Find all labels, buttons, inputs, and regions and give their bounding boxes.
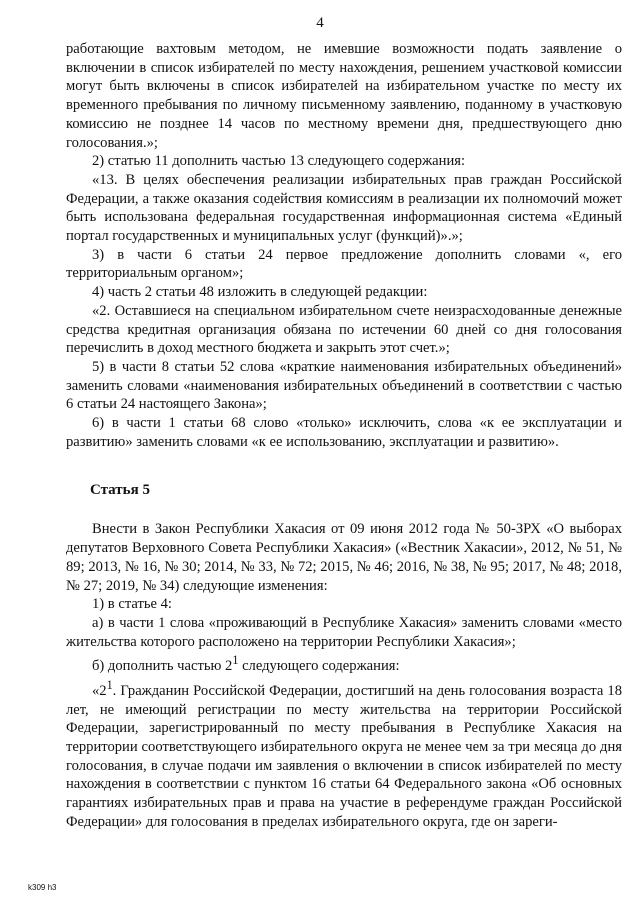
list-item-3: 3) в части 6 статьи 24 первое предложение дополнить словами «, его территориальным органом»; [66, 246, 622, 282]
quote-part-2: «2. Оставшиеся на специальном избирательном счете неизрасходованные денежные средства кредитная организация обязана по истечении 60 дней со дня голосования перечислить в доход местного бюджета и закрыть этот счет.»; [66, 302, 622, 357]
quote-prefix: «2 [92, 682, 107, 699]
list-item-6: 6) в части 1 статьи 68 слово «только» исключить, слова «к ее эксплуатации и развитию» заменить словами «к ее использованию, эксплуатации и развитию». [66, 415, 622, 450]
sub-item-a: а) в части 1 слова «проживающий в Республике Хакасия» заменить словами «место жительства которого расположено на территории Республики Хакасия»; [66, 614, 622, 650]
article-heading: Статья 5 [90, 482, 150, 499]
sub-item-b-suffix: следующего содержания: [238, 658, 400, 675]
list-item-1: 1) в статье 4: [92, 596, 172, 613]
paragraph-continuation: работающие вахтовым методом, не имевшие возможности подать заявление о включении в список избирателей по месту нахождения, решением участковой комиссии могут быть включены в список избирателей на избирательном участке по месту их временного пребывания по личному письменному заявлению, поданному в участковую комиссию не позднее 14 часов по местному времени дня, предшествующего дню голосования.»; [66, 41, 622, 151]
superscript: 1 [106, 677, 113, 692]
footer-code: k309 h3 [28, 883, 57, 892]
article-intro: Внести в Закон Республики Хакасия от 09 июня 2012 года № 50-ЗРХ «О выборах депутатов Верховного Совета Республики Хакасия» («Вестник Хакасии», 2012, № 51, № 89; 2013, № 16, № 30; 2014, № 33, № 72; 2015, № 46; 2016, № 38, № 95; 2017, № 48; 2018, № 27; 2019, № 34) следующие изменения: [66, 521, 622, 594]
page-number: 4 [316, 15, 324, 31]
quote-text: . Гражданин Российской Федерации, достигший на день голосования возраста 18 лет, не имеющий регистрации по месту жительства на территории Российской Федерации, зарегистрированный по месту пребывания в Республике Хакасия на территории соответствующего избирательного округа не менее чем за три месяца до дня голосования, в случае подачи им заявления о включении в список избирателей по месту нахождения в соответствии с пунктом 16 статьи 64 Федерального закона «Об основных гарантиях избирательных прав и права на участие в референдуме граждан Российской Федерации» для голосования в пределах избирательного округа, где он зареги- [66, 682, 622, 830]
sub-item-b [66, 651, 622, 676]
sub-item-b-prefix: б) дополнить частью 2 [92, 658, 233, 675]
document-body [66, 40, 622, 831]
list-item-5: 5) в части 8 статьи 52 слова «краткие наименования избирательных объединений» заменить словами «наименования избирательных объединений в соответствии с частью 6 статьи 24 настоящего Закона»; [66, 358, 622, 413]
list-item-2: 2) статью 11 дополнить частью 13 следующего содержания: [92, 153, 466, 170]
superscript: 1 [232, 653, 239, 668]
quote-part-2-1 [66, 676, 622, 831]
list-item-4: 4) часть 2 статьи 48 изложить в следующей редакции: [92, 284, 428, 301]
quote-part-13: «13. В целях обеспечения реализации избирательных прав граждан Российской Федерации, а также оказания содействия комиссиям в реализации их полномочий может быть использована федеральная государственная информационная система «Единый портал государственных и муниципальных услуг (функций)».»; [66, 171, 622, 245]
